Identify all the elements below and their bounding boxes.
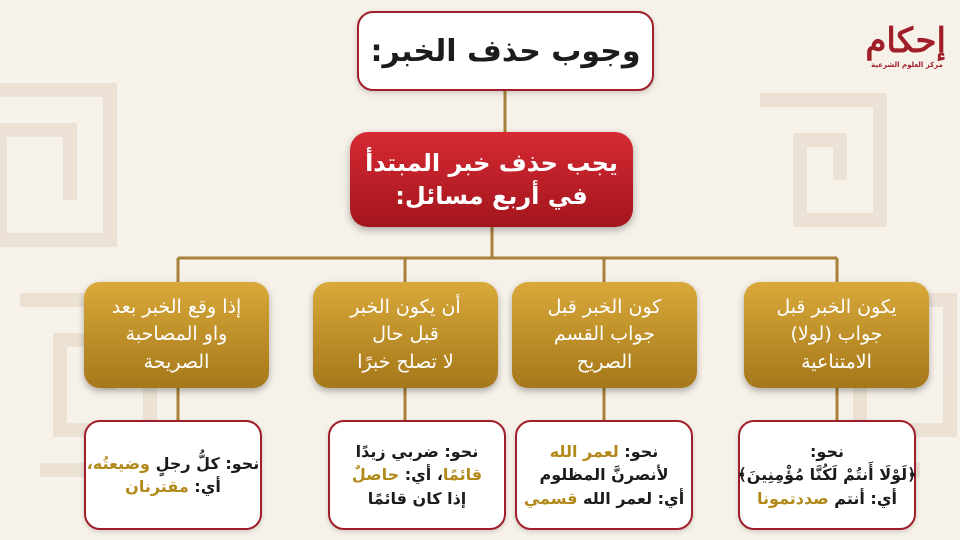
case-label-line: أن يكون الخبر bbox=[350, 295, 461, 318]
case-box-oath bbox=[512, 282, 697, 388]
example-box-oath bbox=[515, 420, 693, 530]
example-quran-verse: ﴿لَوْلَا أَنتُمْ لَكُنَّا مُؤْمِنِينَ﴾ bbox=[737, 465, 917, 485]
example-line bbox=[524, 487, 684, 510]
example-highlight: مقترنان bbox=[125, 477, 189, 496]
example-line: إذا كان قائمًا bbox=[367, 488, 467, 508]
example-box-waw bbox=[84, 420, 262, 530]
example-text: نحو: كلُّ رجلٍ bbox=[150, 453, 260, 473]
case-box-lawla bbox=[744, 282, 929, 388]
logo-subtitle: مركز العلوم الشرعية bbox=[871, 61, 943, 69]
example-highlight: صددتمونا bbox=[757, 488, 829, 508]
case-label-line: واو المصاحبة bbox=[125, 323, 228, 346]
example-line bbox=[87, 452, 260, 475]
main-rule-line-2: في أربع مسائل: bbox=[395, 181, 588, 210]
example-line bbox=[550, 440, 659, 463]
example-text: أي: لعمر الله bbox=[577, 488, 685, 508]
example-line: لأنصرنَّ المظلوم bbox=[539, 465, 669, 485]
example-text: أي: أنتم bbox=[828, 488, 897, 508]
case-label-line: جواب (لولا) bbox=[790, 323, 883, 346]
logo-mark: إحكام bbox=[865, 21, 946, 61]
case-label-line: لا تصلح خبرًا bbox=[357, 350, 454, 373]
example-text: أي: bbox=[188, 477, 221, 496]
example-line: نحو: bbox=[810, 442, 844, 462]
example-line bbox=[757, 487, 897, 510]
example-highlight: قسمي bbox=[523, 488, 578, 508]
case-box-waw bbox=[84, 282, 269, 388]
case-label-line: الصريحة bbox=[143, 350, 210, 373]
case-label-line: كون الخبر قبل bbox=[547, 295, 662, 318]
example-line bbox=[352, 463, 482, 486]
example-highlight: قائمًا bbox=[442, 465, 483, 485]
example-highlight: وضيعتُه، bbox=[86, 453, 150, 473]
main-rule-box bbox=[350, 132, 633, 227]
example-line bbox=[125, 475, 221, 498]
case-label-line: الصريح bbox=[576, 350, 633, 373]
case-label-line: قبل حال bbox=[372, 323, 439, 346]
page-title bbox=[357, 11, 654, 91]
brand-logo bbox=[865, 21, 946, 92]
example-highlight: حاصلٌ bbox=[351, 465, 400, 485]
main-rule-line-1: يجب حذف خبر المبتدأ bbox=[365, 149, 618, 178]
case-label-line: جواب القسم bbox=[553, 323, 656, 346]
example-box-lawla bbox=[738, 420, 916, 530]
example-box-hal bbox=[328, 420, 506, 530]
title-text: وجوب حذف الخبر: bbox=[370, 33, 641, 69]
case-label-line: يكون الخبر قبل bbox=[776, 295, 897, 318]
example-highlight: لعمر الله bbox=[549, 442, 619, 462]
example-line: نحو: ضربي زيدًا bbox=[355, 442, 479, 462]
case-label-line: إذا وقع الخبر بعد bbox=[111, 295, 242, 318]
case-label-line: الامتناعية bbox=[801, 350, 872, 373]
example-text: ، أي: bbox=[399, 465, 443, 485]
example-text: نحو: bbox=[618, 442, 659, 462]
case-box-hal bbox=[313, 282, 498, 388]
